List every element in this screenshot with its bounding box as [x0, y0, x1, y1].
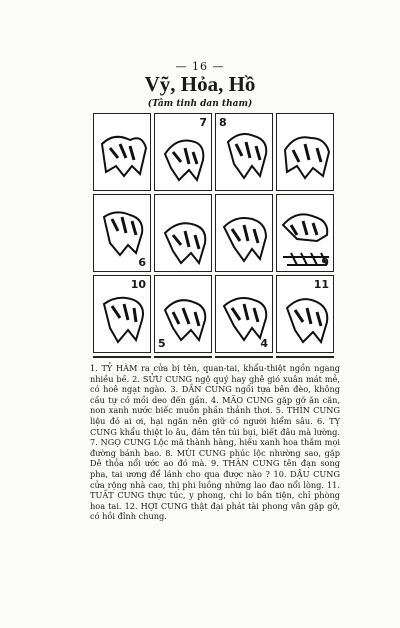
tiger-drawing-icon — [216, 357, 273, 358]
tiger-drawing-cell — [154, 194, 212, 272]
page-title: Vỹ, Hỏa, Hồ — [144, 72, 256, 96]
cell-number: 6 — [138, 256, 146, 269]
cell-number: 9 — [321, 256, 329, 269]
tiger-drawing-cell — [154, 356, 212, 358]
cell-number: 5 — [158, 337, 166, 350]
tiger-drawing-cell — [93, 356, 151, 358]
tiger-drawing-cell — [215, 113, 273, 191]
tiger-drawing-icon — [94, 357, 151, 358]
tiger-drawing-icon — [216, 195, 273, 272]
tiger-illustration-grid — [93, 113, 334, 358]
cell-number: 4 — [260, 337, 268, 350]
tiger-drawing-icon — [277, 114, 334, 191]
cell-number: 8 — [219, 116, 227, 129]
tiger-drawing-cell — [154, 275, 212, 353]
tiger-drawing-cell — [215, 356, 273, 358]
body-paragraph: 1. TỶ HÀM ra cửa bị tên, quan-tai, khẩu-thiệt ngồn ngang nhiều bề. 2. SỬU CUNG ngộ quý hay ghê gió xuân mát mẻ, có hoê ngạt ngào. 3. DẦN CUNG ngồi tựa bên đèo, không cầu tự có mồi deo đến gần. 4. MÃO CUNG gặp gỡ ăn căn, non xanh nước biếc muôn phần thảnh thơi. 5. THÌN CUNG liệu đó ai ơi, hại ngăn nên giữ có người hiểm sâu. 6. TỴ CUNG khẩu thiệt lo âu, đám tên túi bụi, biết đâu mà lường. 7. NGỌ CUNG Lộc mã thành hàng, hiếu xanh hoa thắm mọi đường bánh bao. 8. MÙI CUNG phúc lộc nhường sao, gặp Dê thỏa nổi ước ao đó mà. 9. THÂN CUNG tên đạn song pha, tai ương để lánh cho qua được nào ? 10. DẬU CUNG cửa rộng nhà cao, thị phi luồng những lao đao nổi lòng. 11. TUẤT CUNG thực túc, y phong, chi lo bần tiện, chỉ phòng hoa tai. 12. HỢI CUNG thật đại phát tài phong vân gặp gỡ, có hồi đỉnh chung. — [90, 363, 340, 522]
tiger-drawing-icon — [94, 114, 151, 191]
tiger-drawing-cell — [154, 113, 212, 191]
tiger-drawing-icon — [277, 357, 334, 358]
tiger-drawing-icon — [155, 357, 212, 358]
tiger-drawing-cell — [276, 356, 334, 358]
cell-number: 7 — [199, 116, 207, 129]
page-subtitle: (Tâm tinh dan tham) — [147, 99, 253, 109]
cell-number: 11 — [313, 278, 329, 291]
tiger-drawing-cell — [93, 275, 151, 353]
tiger-drawing-cell — [276, 194, 334, 272]
tiger-drawing-cell — [215, 275, 273, 353]
tiger-drawing-cell — [93, 113, 151, 191]
cell-number: 10 — [130, 278, 146, 291]
tiger-drawing-cell — [276, 113, 334, 191]
tiger-drawing-cell — [276, 275, 334, 353]
tiger-drawing-cell — [215, 194, 273, 272]
tiger-drawing-cell — [93, 194, 151, 272]
page-number: — 16 — — [175, 60, 225, 73]
tiger-drawing-icon — [155, 195, 212, 272]
